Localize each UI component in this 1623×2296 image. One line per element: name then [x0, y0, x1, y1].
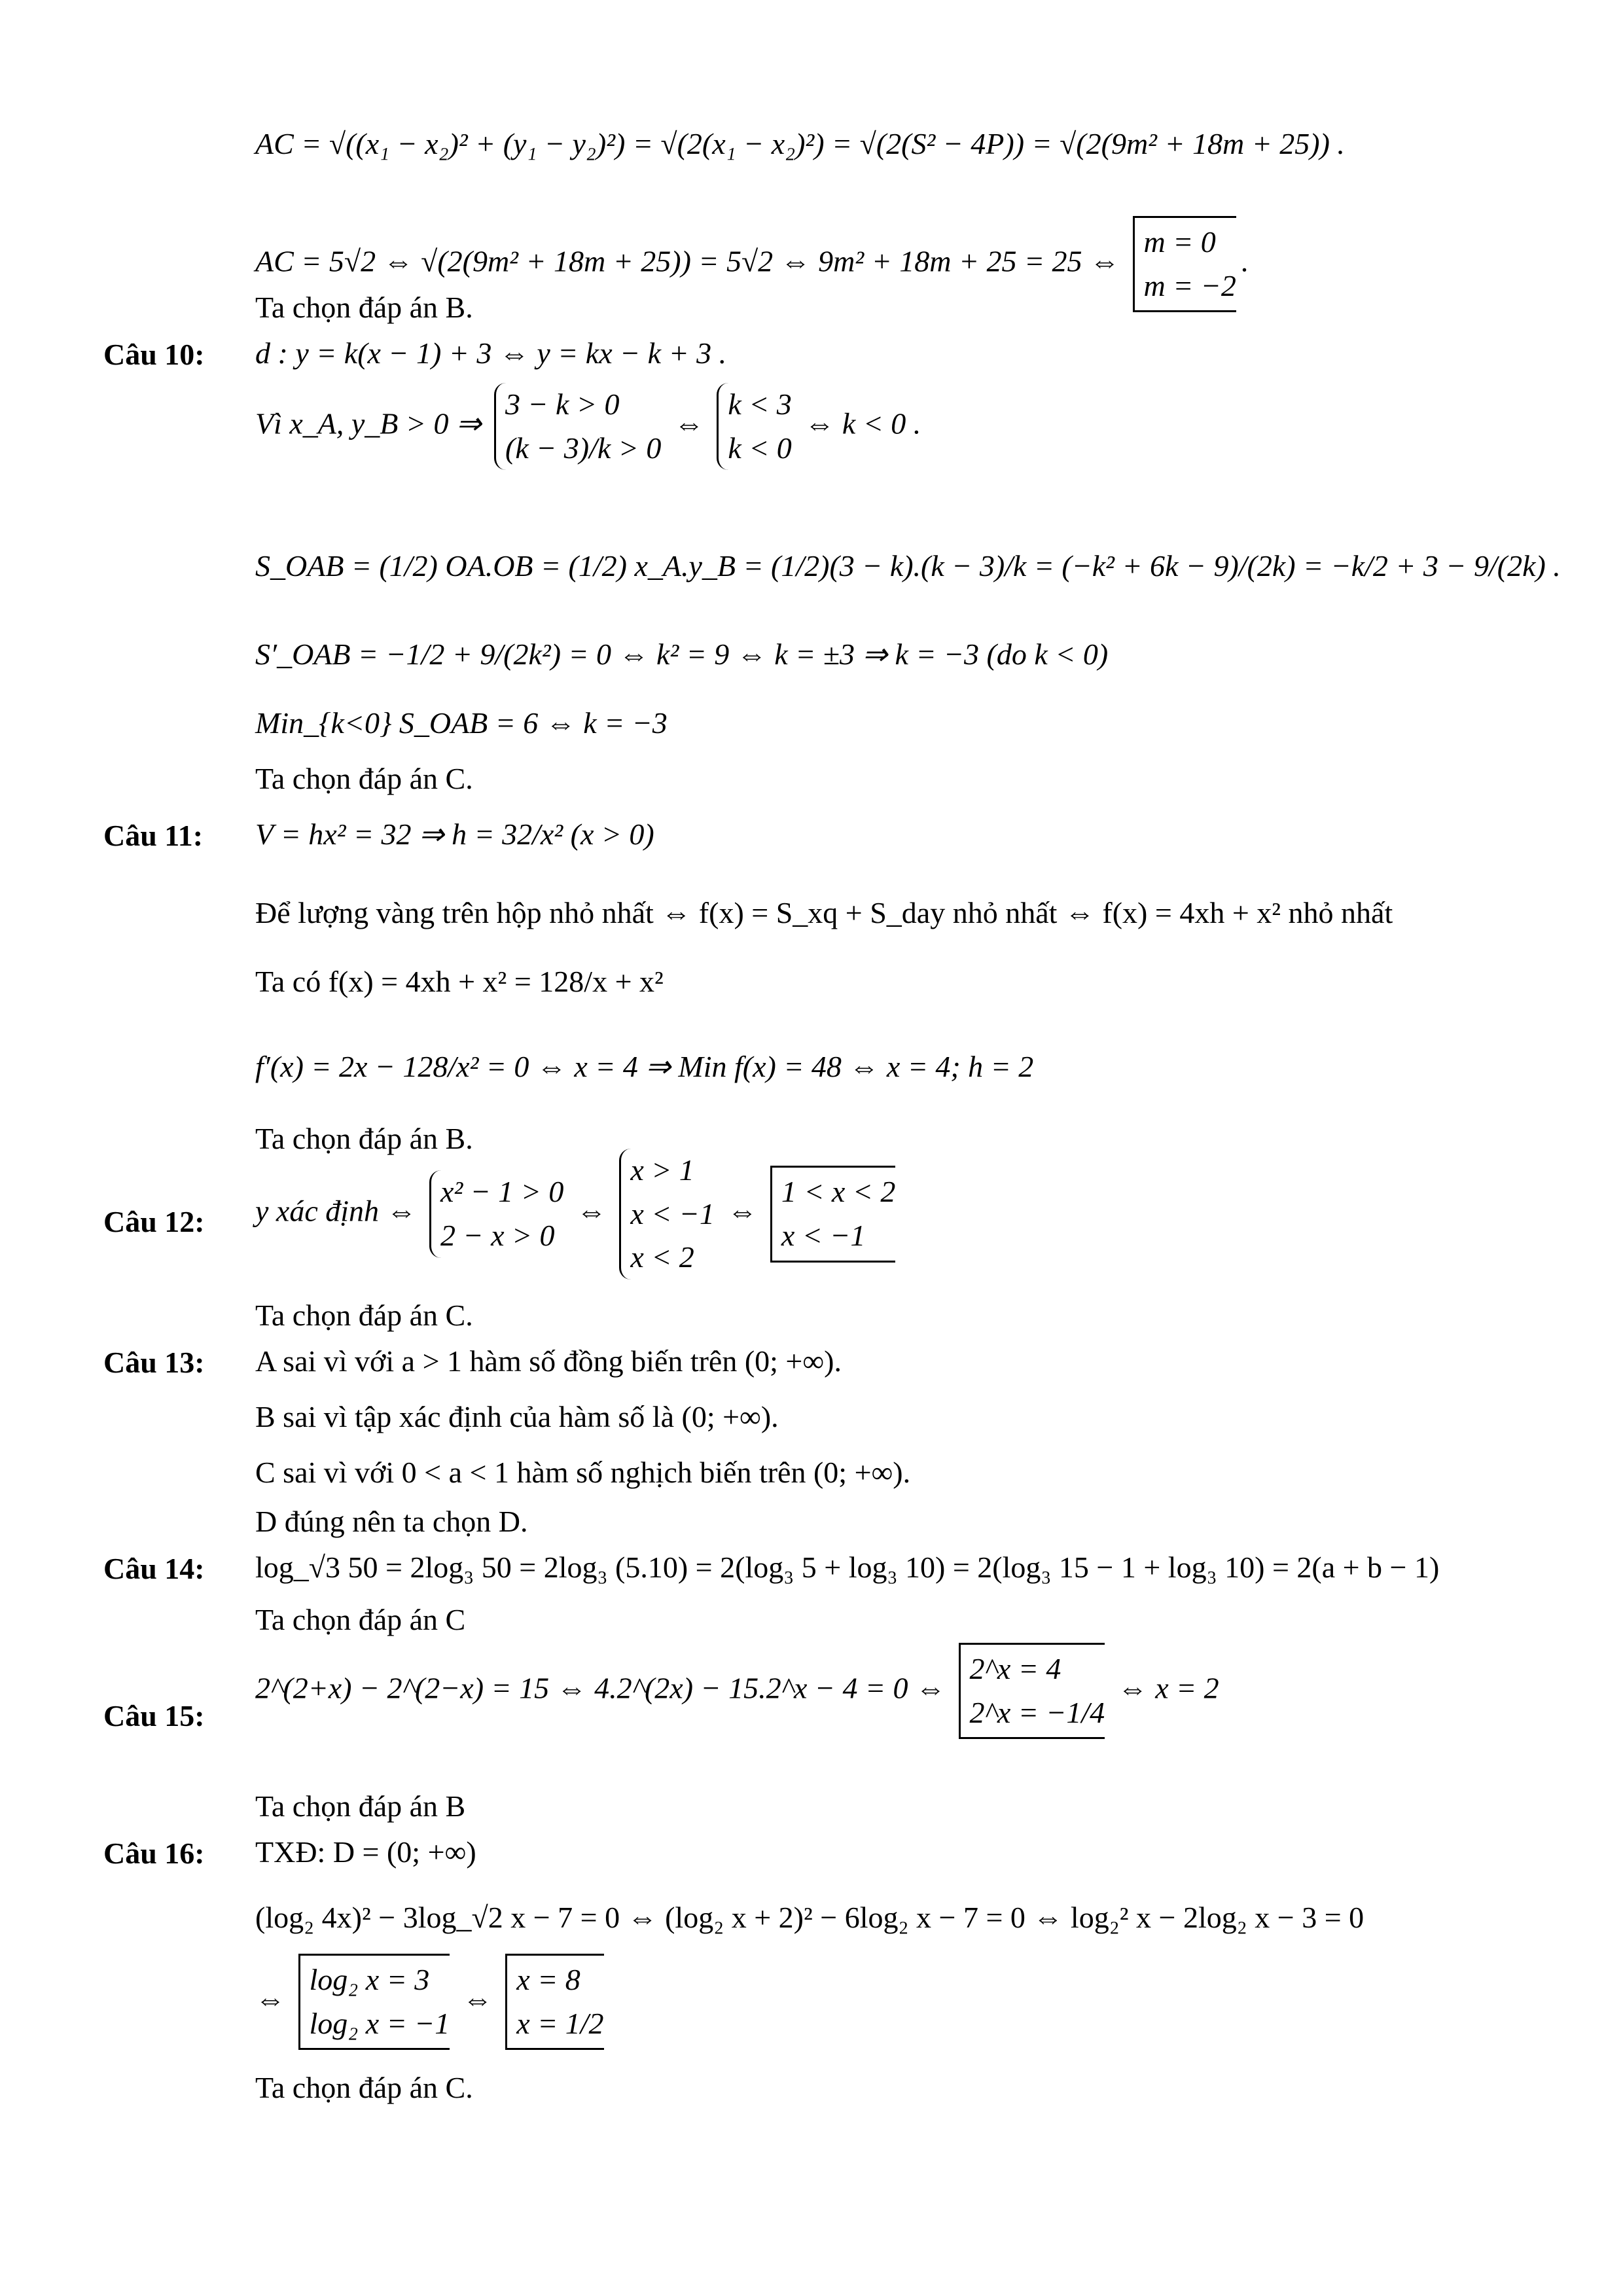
area-oab-formula: S_OAB = (1/2) OA.OB = (1/2) x_A.y_B = (1/2)(3 − k).(k − 3)/k = (−k² + 6k − 9)/(2k) = −k/2 + 3 − 9/(2k) . [255, 549, 1561, 583]
area-minimum: Min_{k<0} S_OAB = 6 ⇔ k = −3 [255, 706, 668, 740]
exp-case-2: 2^x = −1/4 [969, 1695, 1105, 1729]
question-16-label: Câu 16: [103, 1837, 205, 1870]
system-2-row-2: k < 0 [728, 431, 792, 465]
condition-result: ⇔ k < 0 . [804, 406, 921, 440]
domain-result-2: x < −1 [781, 1219, 866, 1253]
answer-q11: Ta chọn đáp án B. [255, 1122, 473, 1155]
statement-c: C sai vì với 0 < a < 1 hàm số nghịch biến trên (0; +∞). [255, 1456, 911, 1489]
exp-equation-text: 2^(2+x) − 2^(2−x) = 15 ⇔ 4.2^(2x) − 15.2^x − 4 = 0 ⇔ [255, 1671, 946, 1705]
system-brace-1 [494, 383, 661, 470]
domain-statement: TXĐ: D = (0; +∞) [255, 1835, 476, 1869]
log-case-2: log₂ x = −1 [309, 2006, 450, 2040]
x-solution-1: x = 8 [516, 1963, 580, 1996]
exp-result: ⇔ x = 2 [1117, 1671, 1219, 1705]
equiv-symbol: ⇔ [727, 1194, 758, 1228]
question-14-label: Câu 14: [103, 1552, 205, 1585]
log-case-1: log₂ x = 3 [309, 1963, 430, 1996]
line-d-equation: d : y = k(x − 1) + 3 ⇔ y = kx − k + 3 . [255, 336, 727, 370]
exp-case-1: 2^x = 4 [969, 1652, 1061, 1685]
log-computation: log_√3 50 = 2log₃ 50 = 2log₃ (5.10) = 2(log₃ 5 + log₃ 10) = 2(log₃ 15 − 1 + log₃ 10) = 2(a + b − 1) [255, 1551, 1440, 1584]
domain-case-3: x < 2 [630, 1240, 694, 1274]
gold-minimize-statement: Để lượng vàng trên hộp nhỏ nhất ⇔ f(x) = S_xq + S_day nhỏ nhất ⇔ f(x) = 4xh + x² nhỏ nhất [255, 896, 1393, 929]
ac-condition-equation: AC = 5√2 ⇔ √(2(9m² + 18m + 25)) = 5√2 ⇔ 9m² + 18m + 25 = 25 ⇔ m = 0 m = −2 . [255, 216, 1249, 312]
f-derivative-minimum: f′(x) = 2x − 128/x² = 0 ⇔ x = 4 ⇒ Min f(x) = 48 ⇔ x = 4; h = 2 [255, 1050, 1034, 1083]
log-cases-bracket [298, 1954, 450, 2050]
domain-case-2: x < −1 [630, 1196, 715, 1230]
domain-result-bracket [770, 1166, 896, 1262]
question-15-label: Câu 15: [103, 1699, 205, 1732]
domain-result-1: 1 < x < 2 [781, 1175, 896, 1209]
system-1-row-2: (k − 3)/k > 0 [505, 431, 662, 465]
question-10-label: Câu 10: [103, 338, 205, 371]
ac-condition-text: AC = 5√2 ⇔ √(2(9m² + 18m + 25)) = 5√2 ⇔ 9m² + 18m + 25 = 25 ⇔ [255, 244, 1120, 278]
domain-case-1: x > 1 [630, 1153, 694, 1187]
equiv-symbol: ⇔ [255, 1982, 285, 2016]
m-solutions-bracket [1133, 216, 1236, 312]
equiv-symbol: ⇔ [462, 1982, 493, 2016]
m-solution-1: m = 0 [1143, 225, 1216, 259]
statement-d: D đúng nên ta chọn D. [255, 1505, 528, 1538]
domain-system [255, 1149, 901, 1280]
x-solutions-bracket [505, 1954, 603, 2050]
domain-lead: y xác định ⇔ [255, 1194, 417, 1228]
f-of-x-expression: Ta có f(x) = 4xh + x² = 128/x + x² [255, 965, 664, 998]
ac-length-formula: AC = √((x₁ − x₂)² + (y₁ − y₂)²) = √(2(x₁ − x₂)²) = √(2(S² − 4P)) = √(2(9m² + 18m + 25)) . [255, 127, 1345, 160]
answer-q16: Ta chọn đáp án C. [255, 2071, 473, 2104]
volume-equation: V = hx² = 32 ⇒ h = 32/x² (x > 0) [255, 817, 654, 851]
condition-lead: Vì x_A, y_B > 0 ⇒ [255, 406, 482, 440]
q10-condition-system [255, 383, 921, 470]
m-solution-2: m = −2 [1143, 268, 1236, 302]
log-solutions [255, 1954, 609, 2050]
answer-q10: Ta chọn đáp án C. [255, 762, 473, 795]
system-brace-2 [717, 383, 791, 470]
x-solution-2: x = 1/2 [516, 2006, 604, 2040]
system-1-row-1: 3 − k > 0 [505, 387, 620, 421]
exp-cases-bracket [959, 1643, 1105, 1739]
log-equation: (log₂ 4x)² − 3log_√2 x − 7 = 0 ⇔ (log₂ x + 2)² − 6log₂ x − 7 = 0 ⇔ log₂² x − 2log₂ x − 3 = 0 [255, 1901, 1364, 1934]
question-11-label: Câu 11: [103, 819, 204, 852]
domain-brace-1 [429, 1170, 563, 1257]
statement-a: A sai vì với a > 1 hàm số đồng biến trên (0; +∞). [255, 1344, 842, 1378]
statement-b: B sai vì tập xác định của hàm số là (0; +∞). [255, 1400, 779, 1433]
equiv-symbol: ⇔ [673, 406, 704, 440]
answer-q9: Ta chọn đáp án B. [255, 291, 473, 324]
equiv-symbol: ⇔ [576, 1194, 607, 1228]
question-12-label: Câu 12: [103, 1205, 205, 1238]
answer-q12: Ta chọn đáp án C. [255, 1299, 473, 1332]
system-2-row-1: k < 3 [728, 387, 792, 421]
domain-row-1: x² − 1 > 0 [440, 1175, 564, 1209]
domain-row-2: 2 − x > 0 [440, 1219, 555, 1253]
question-13-label: Câu 13: [103, 1346, 205, 1379]
answer-q15: Ta chọn đáp án B [255, 1789, 466, 1823]
domain-brace-2 [619, 1149, 715, 1280]
exp-equation [255, 1643, 1219, 1739]
area-derivative: S′_OAB = −1/2 + 9/(2k²) = 0 ⇔ k² = 9 ⇔ k = ±3 ⇒ k = −3 (do k < 0) [255, 637, 1109, 671]
answer-q14: Ta chọn đáp án C [255, 1603, 466, 1636]
